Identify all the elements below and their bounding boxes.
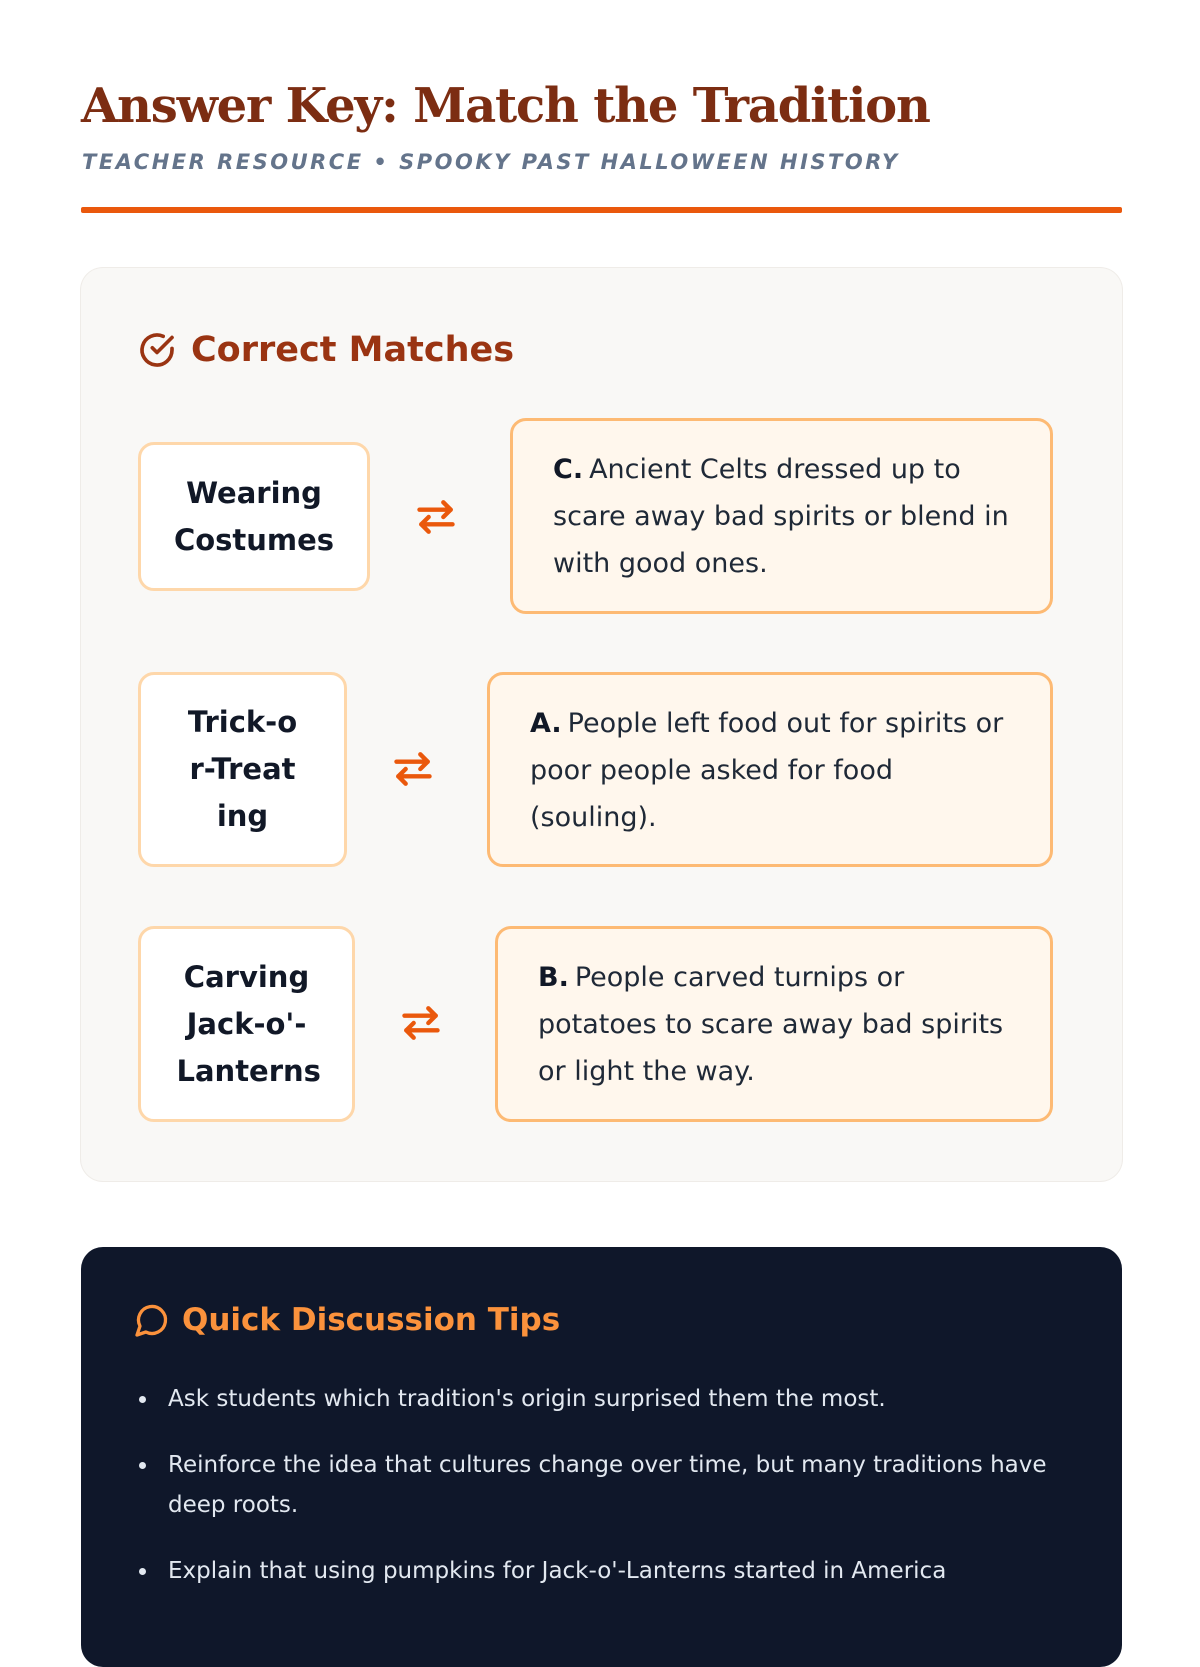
list-item: Reinforce the idea that cultures change over time, but many traditions have deep roots. — [134, 1445, 1054, 1525]
swap-arrows-icon — [414, 495, 458, 539]
match-term-jack-o-lanterns — [138, 926, 355, 1122]
page-subtitle: TEACHER RESOURCE • SPOOKY PAST HALLOWEEN HISTORY — [82, 150, 900, 174]
discussion-tips-list — [134, 1379, 1054, 1617]
swap-arrows-icon — [391, 747, 435, 791]
correct-matches-heading — [137, 330, 514, 370]
match-term-trick-or-treating — [138, 672, 347, 867]
list-item: Ask students which tradition's origin surprised them the most. — [134, 1379, 1054, 1419]
match-term-label: Trick-or-Treating — [187, 705, 298, 833]
match-letter: A. — [530, 708, 562, 739]
check-circle-icon — [137, 330, 177, 370]
header-divider — [81, 207, 1122, 213]
match-letter: C. — [553, 454, 584, 485]
discussion-tips-title: Quick Discussion Tips — [182, 1302, 561, 1338]
match-description-text: People left food out for spirits or poor people asked for food (souling). — [530, 708, 1004, 833]
match-term-costumes — [138, 442, 370, 591]
match-letter: B. — [538, 962, 569, 993]
match-term-label: Wearing Costumes — [173, 475, 335, 557]
discussion-tips-card — [81, 1247, 1122, 1667]
match-term-label: Carving Jack-o'-Lanterns — [176, 959, 321, 1088]
match-description-costumes — [510, 418, 1053, 614]
chat-bubble-icon — [134, 1302, 170, 1338]
discussion-tips-heading — [134, 1302, 560, 1338]
correct-matches-title: Correct Matches — [191, 330, 515, 370]
swap-arrows-icon — [399, 1001, 443, 1045]
list-item: Explain that using pumpkins for Jack-o'-Lanterns started in America — [134, 1551, 1054, 1591]
match-description-text: Ancient Celts dressed up to scare away bad spirits or blend in with good ones. — [553, 454, 1009, 579]
match-description-jack-o-lanterns — [495, 926, 1053, 1122]
match-description-trick-or-treating — [487, 672, 1053, 867]
correct-matches-card — [81, 268, 1122, 1181]
match-description-text: People carved turnips or potatoes to scare away bad spirits or light the way. — [538, 962, 1004, 1087]
page-title: Answer Key: Match the Tradition — [81, 78, 930, 134]
